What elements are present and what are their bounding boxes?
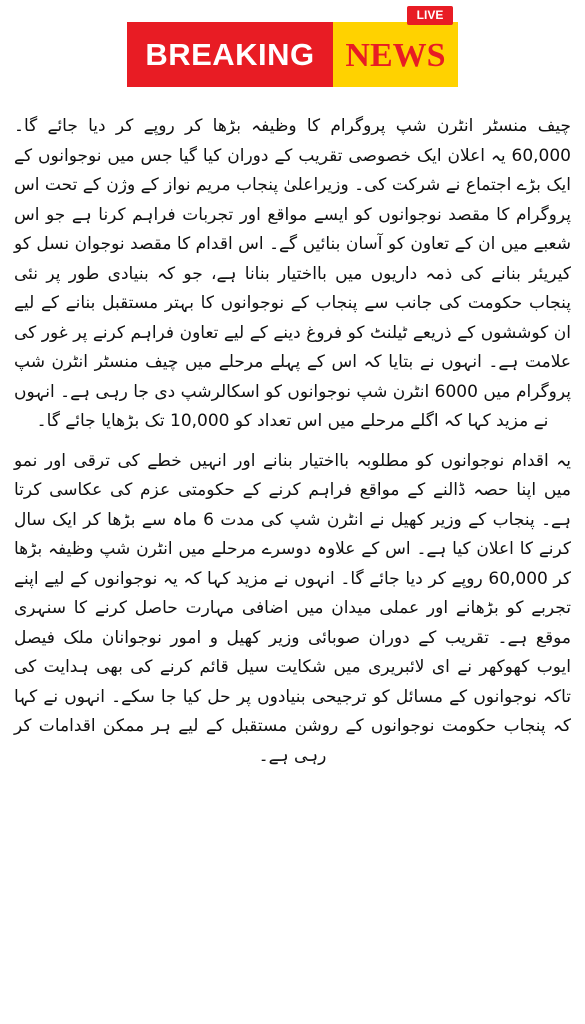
article-body — [14, 112, 571, 1020]
article-paragraph-1: چیف منسٹر انٹرن شپ پروگرام کا وظیفہ بڑھا کر روپے کر دیا جائے گا۔ 60,000 یہ اعلان ایک خصوصی تقریب کے دوران کیا گیا جس میں نوجوانوں کے ایک بڑے اجتماع نے شرکت کی۔ وزیراعلیٰ پنجاب مریم نواز کے وژن کے تحت اس پروگرام کا مقصد نوجوانوں کو ایسے مواقع اور تجربات فراہم کرنا ہے جو اس شعبے میں ان کے تعاون کو آسان بنائیں گے۔ اس اقدام کا مقصد نوجوان نسل کو کیریئر بنانے کی ذمہ داریوں میں بااختیار بنانا ہے، جو کہ بنیادی طور پر نئی پنجاب حکومت کی جانب سے پنجاب کے نوجوانوں کا بہتر مستقبل بنانے کے لیے ان کوششوں کے ذریعے ٹیلنٹ کو فروغ دینے کے لیے تعاون فراہم کرنے پر غور کی علامت ہے۔ انہوں نے بتایا کہ اس کے پہلے مرحلے میں چیف منسٹر انٹرن شپ پروگرام میں 6000 انٹرن شپ نوجوانوں کو اسکالرشپ دی جا رہی ہے۔ انہوں نے مزید کہا کہ اگلے مرحلے میں اس تعداد کو 10,000 تک بڑھایا جائے گا۔ — [14, 116, 571, 431]
banner-breaking-text: BREAKING — [127, 22, 333, 87]
breaking-news-banner — [127, 8, 458, 87]
live-badge: LIVE — [407, 6, 453, 25]
banner-news-text: NEWS — [333, 22, 458, 87]
article-paragraph-2: یہ اقدام نوجوانوں کو مطلوبہ بااختیار بنانے اور انہیں خطے کی ترقی اور نمو میں اپنا حصہ ڈالنے کے مواقع فراہم کرنے کے حکومتی عزم کی عکاسی کرتا ہے۔ پنجاب کے وزیر کھیل نے انٹرن شپ کی مدت 6 ماہ سے بڑھا کر ایک سال کرنے کا اعلان کیا ہے۔ اس کے علاوہ دوسرے مرحلے میں انٹرن شپ وظیفہ بڑھا کر 60,000 روپے کر دیا جائے گا۔ انہوں نے مزید کہا کہ یہ نوجوانوں کے لیے اپنے تجربے کو بڑھانے اور عملی میدان میں اضافی مہارت حاصل کرنے کا سنہری موقع ہے۔ تقریب کے دوران صوبائی وزیر کھیل و امور نوجوانان ملک فیصل ایوب کھوکھر نے ای لائبریری میں شکایت سیل قائم کرنے کی بھی ہدایت کی تاکہ نوجوانوں کے مسائل کو ترجیحی بنیادوں پر حل کیا جا سکے۔ انہوں نے کہا کہ پنجاب حکومت نوجوانوں کے روشن مستقبل کے لیے ہر ممکن اقدامات کر رہی ہے۔ — [14, 450, 571, 766]
